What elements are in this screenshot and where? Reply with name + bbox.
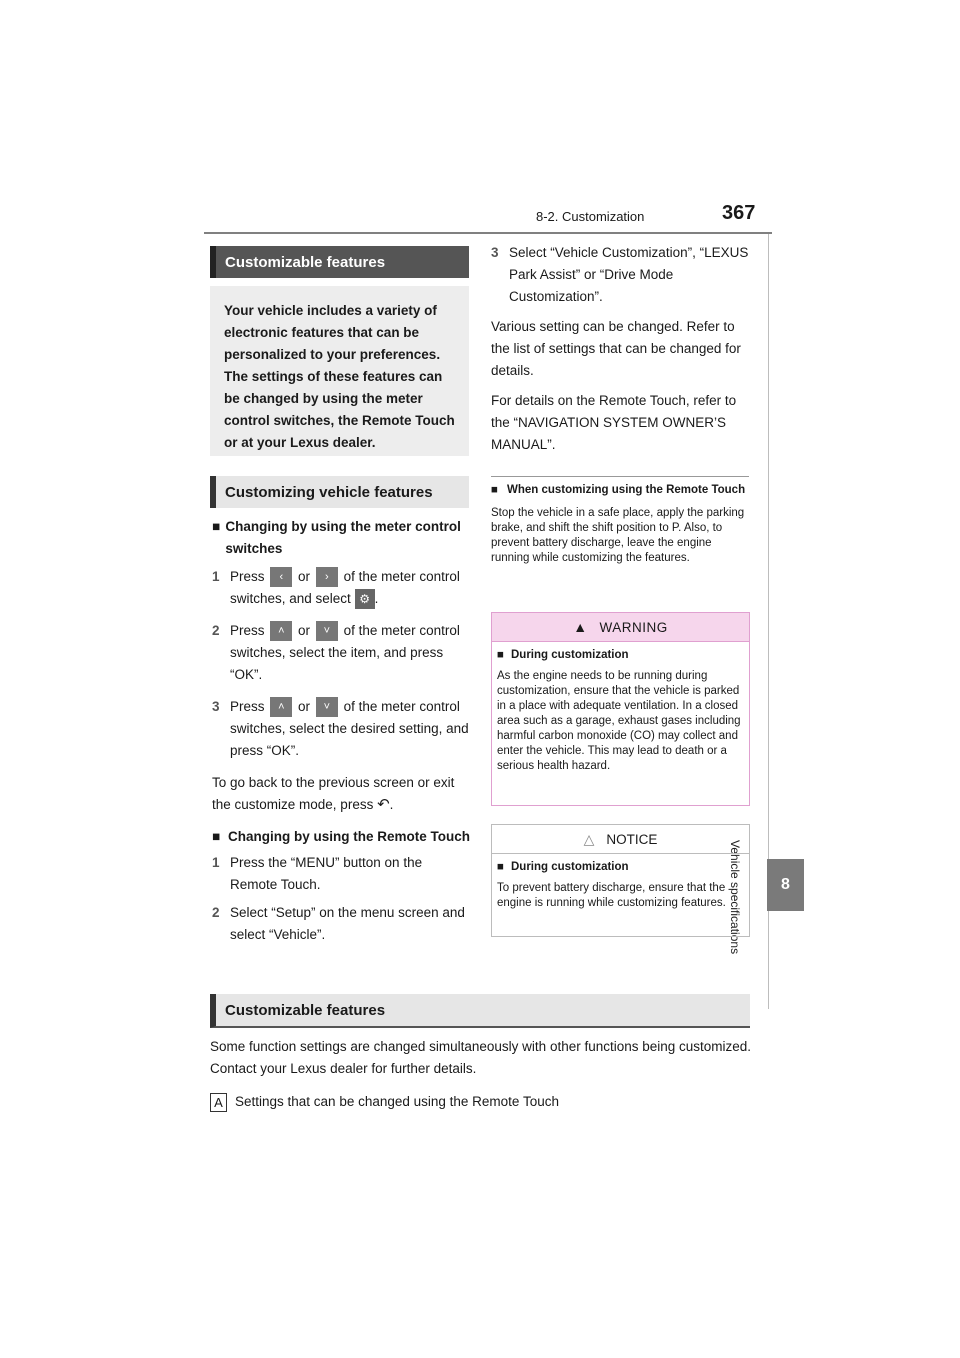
notice-header: △ NOTICE	[492, 825, 749, 854]
remote-step-3: 3 Select “Vehicle Customization”, “LEXUS Park Assist” or “Drive Mode Customization”.	[491, 245, 749, 304]
header-rule	[204, 232, 772, 234]
section-heading-customizable	[210, 246, 469, 278]
notice-box	[491, 824, 750, 937]
paragraph-settings: Various setting can be changed. Refer to the list of settings that can be changed for details.	[491, 319, 741, 378]
page-number: 367	[722, 202, 756, 224]
remote-step-2: 2 Select “Setup” on the menu screen and select “Vehicle”.	[212, 905, 465, 943]
back-instruction: To go back to the previous screen or exit the customize mode, press ↶.	[212, 772, 472, 816]
bullet-icon: ■	[491, 484, 498, 496]
warning-header: ▲ WARNING	[492, 613, 749, 642]
bullet-icon: ■	[212, 829, 221, 845]
left-arrow-icon: ‹	[270, 567, 292, 587]
chapter-tab[interactable]: 8	[767, 859, 804, 911]
note-text: Stop the vehicle in a safe place, apply the parking brake, and shift the shift position to P. Also, to prevent battery discharge, leave the engine running while customizing the features.	[491, 507, 745, 564]
intro-box	[210, 286, 469, 456]
meter-switch-block	[212, 516, 472, 946]
gear-icon: ⚙	[355, 589, 375, 609]
meter-heading: ■ Changing by using the meter control switches	[212, 516, 472, 560]
section-heading-customizing	[210, 476, 469, 508]
intro-text: Your vehicle includes a variety of electronic features that can be personalized to your preferences. The settings of these features can be changed by using the meter control switches, the Remote Touch or at your Lexus dealer.	[224, 303, 455, 450]
notice-heading: ■ During customization	[497, 861, 629, 873]
bullet-icon: ■	[497, 649, 504, 661]
warning-box	[491, 612, 750, 806]
remote-step-1: 1 Press the “MENU” button on the Remote Touch.	[212, 855, 423, 893]
note-rule	[491, 476, 749, 477]
step-3: 3 Press ˄ or ˅ of the meter control switches, select the desired setting, and press “OK”.	[212, 699, 469, 758]
up-arrow-icon: ˄	[270, 621, 292, 641]
down-arrow-icon: ˅	[316, 697, 338, 717]
bullet-icon: ■	[212, 519, 221, 534]
label-a: A	[210, 1093, 227, 1112]
step-1: 1 Press ‹ or › of the meter control switches, and select ⚙ .	[212, 566, 472, 610]
back-icon: ↶	[377, 796, 390, 814]
down-arrow-icon: ˅	[316, 621, 338, 641]
note-heading: ■ When customizing using the Remote Touch	[491, 484, 746, 496]
up-arrow-icon: ˄	[270, 697, 292, 717]
features-text: Some function settings are changed simultaneously with other functions being customized. Contact your Lexus dealer for further details.	[210, 1039, 752, 1076]
table-caption: A Settings that can be changed using the Remote Touch	[210, 1091, 755, 1113]
remote-heading: ■ Changing by using the Remote Touch	[212, 826, 472, 848]
section-heading-text: Customizing vehicle features	[225, 483, 433, 501]
warning-text: As the engine needs to be running during customization, ensure that the vehicle is parked in a place with adequate ventilation. In a closed area such as a garage, exhaust gases including harmful carbon monoxide (CO) may collect and enter the vehicle. This may lead to death or a serious health hazard.	[497, 670, 741, 772]
section-heading-features	[210, 994, 750, 1028]
section-title: 8-2. Customization	[536, 209, 645, 224]
right-arrow-icon: ›	[316, 567, 338, 587]
section-heading-text: Customizable features	[225, 1001, 386, 1019]
bullet-icon: ■	[497, 861, 504, 873]
warning-heading: ■ During customization	[497, 649, 629, 661]
right-column	[491, 242, 749, 566]
chapter-label: Vehicle specifications	[728, 840, 742, 955]
notice-icon: △	[583, 830, 595, 847]
step-2: 2 Press ˄ or ˅ of the meter control switches, select the item, and press “OK”.	[212, 623, 460, 682]
warning-icon: ▲	[573, 619, 588, 635]
notice-text: To prevent battery discharge, ensure that the engine is running while customizing features.	[497, 882, 726, 909]
section-heading-text: Customizable features	[225, 253, 386, 271]
paragraph-remote-touch: For details on the Remote Touch, refer to the “NAVIGATION SYSTEM OWNER’S MANUAL”.	[491, 393, 737, 452]
